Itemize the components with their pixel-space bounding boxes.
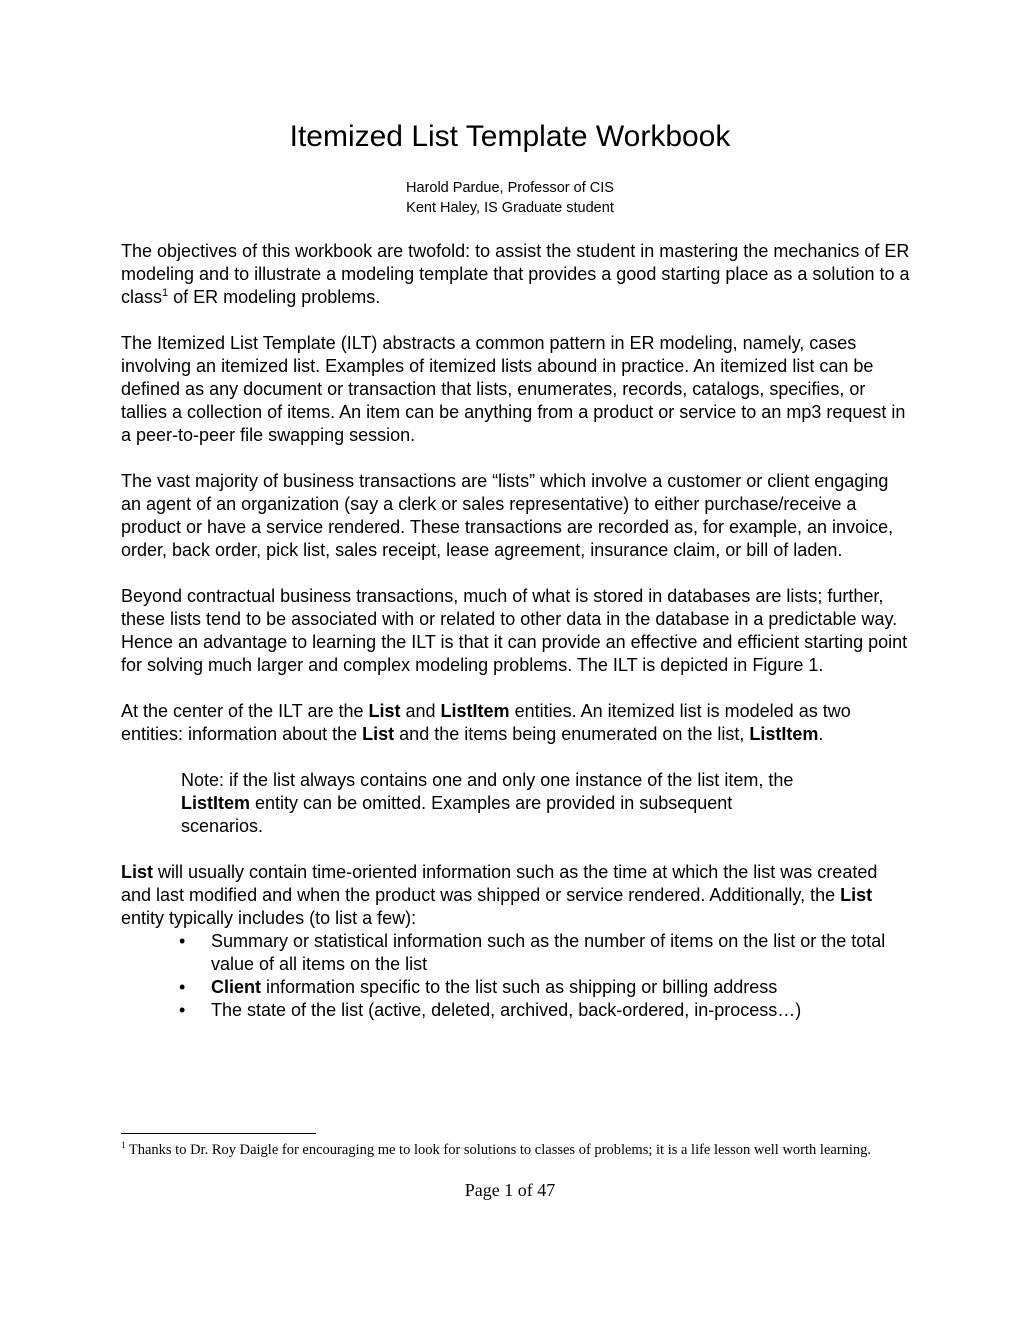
bullet-icon: • <box>179 1000 186 1020</box>
bullet-icon: • <box>179 931 186 951</box>
bullet-icon: • <box>179 977 186 997</box>
author-line: Kent Haley, IS Graduate student <box>406 200 614 216</box>
paragraph-beyond-contractual: Beyond contractual business transactions, much of what is stored in databases are lists; further, these lists tend to be associated with or related to other data in the database in a predictable way. Hence an advantage to learning the ILT is that it can provide an effective and efficient starting point for solving much larger and complex modeling problems. The ILT is depicted in Figure 1. <box>121 586 908 675</box>
document-title: Itemized List Template Workbook <box>289 120 731 153</box>
paragraph-ilt-definition: The Itemized List Template (ILT) abstracts a common pattern in ER modeling, namely, cases involving an itemized list. Examples of itemized lists abound in practice. An itemized list can be defined as any document or transaction that lists, enumerates, records, catalogs, specifies, or tallies a collection of items. An item can be anything from a product or service to an mp3 request in a peer-to-peer file swapping session. <box>121 333 906 445</box>
footnote-marker: 1 <box>121 1140 126 1151</box>
list-item: • Summary or statistical information such as the number of items on the list or the total value of all items on the list <box>179 931 886 974</box>
paragraph-list-info: List will usually contain time-oriented information such as the time at which the list was created and last modified and when the product was shipped or service rendered. Additionally, the List entity typically includes (to list a few): <box>121 862 878 928</box>
footnote-divider <box>121 1133 316 1134</box>
list-item: • Client information specific to the list such as shipping or billing address <box>179 977 778 997</box>
page-number: Page 1 of 47 <box>464 1180 556 1200</box>
author-block <box>0 178 1020 218</box>
note-paragraph: Note: if the list always contains one and only one instance of the list item, the ListItem entity can be omitted. Examples are provided in subsequent scenarios. <box>181 770 794 836</box>
paragraph-ilt-center: At the center of the ILT are the List and ListItem entities. An itemized list is modeled as two entities: information about the List and the items being enumerated on the list, ListItem. <box>121 701 851 744</box>
author-line: Harold Pardue, Professor of CIS <box>406 180 614 196</box>
paragraph-objectives: The objectives of this workbook are twofold: to assist the student in mastering the mechanics of ER modeling and to illustrate a modeling template that provides a good starting place as a solution to a class$^1$ of ER modeling problems. <box>121 241 910 307</box>
paragraph-business-transactions: The vast majority of business transactions are “lists” which involve a customer or client engaging an agent of an organization (say a clerk or sales representative) to either purchase/receive a product or have a service rendered. These transactions are recorded as, for example, an invoice, order, back order, pick list, sales receipt, lease agreement, insurance claim, or bill of laden. <box>121 471 894 560</box>
body-text <box>121 240 911 1022</box>
footnote: $^1$ Thanks to Dr. Roy Daigle for encouraging me to look for solutions to classes of problems; it is a life lesson well worth learning. <box>121 1140 872 1158</box>
bullet-list <box>121 930 911 1022</box>
list-item: • The state of the list (active, deleted, archived, back-ordered, in-process…) <box>179 1000 802 1020</box>
footnote-reference[interactable]: 1 <box>162 287 169 299</box>
